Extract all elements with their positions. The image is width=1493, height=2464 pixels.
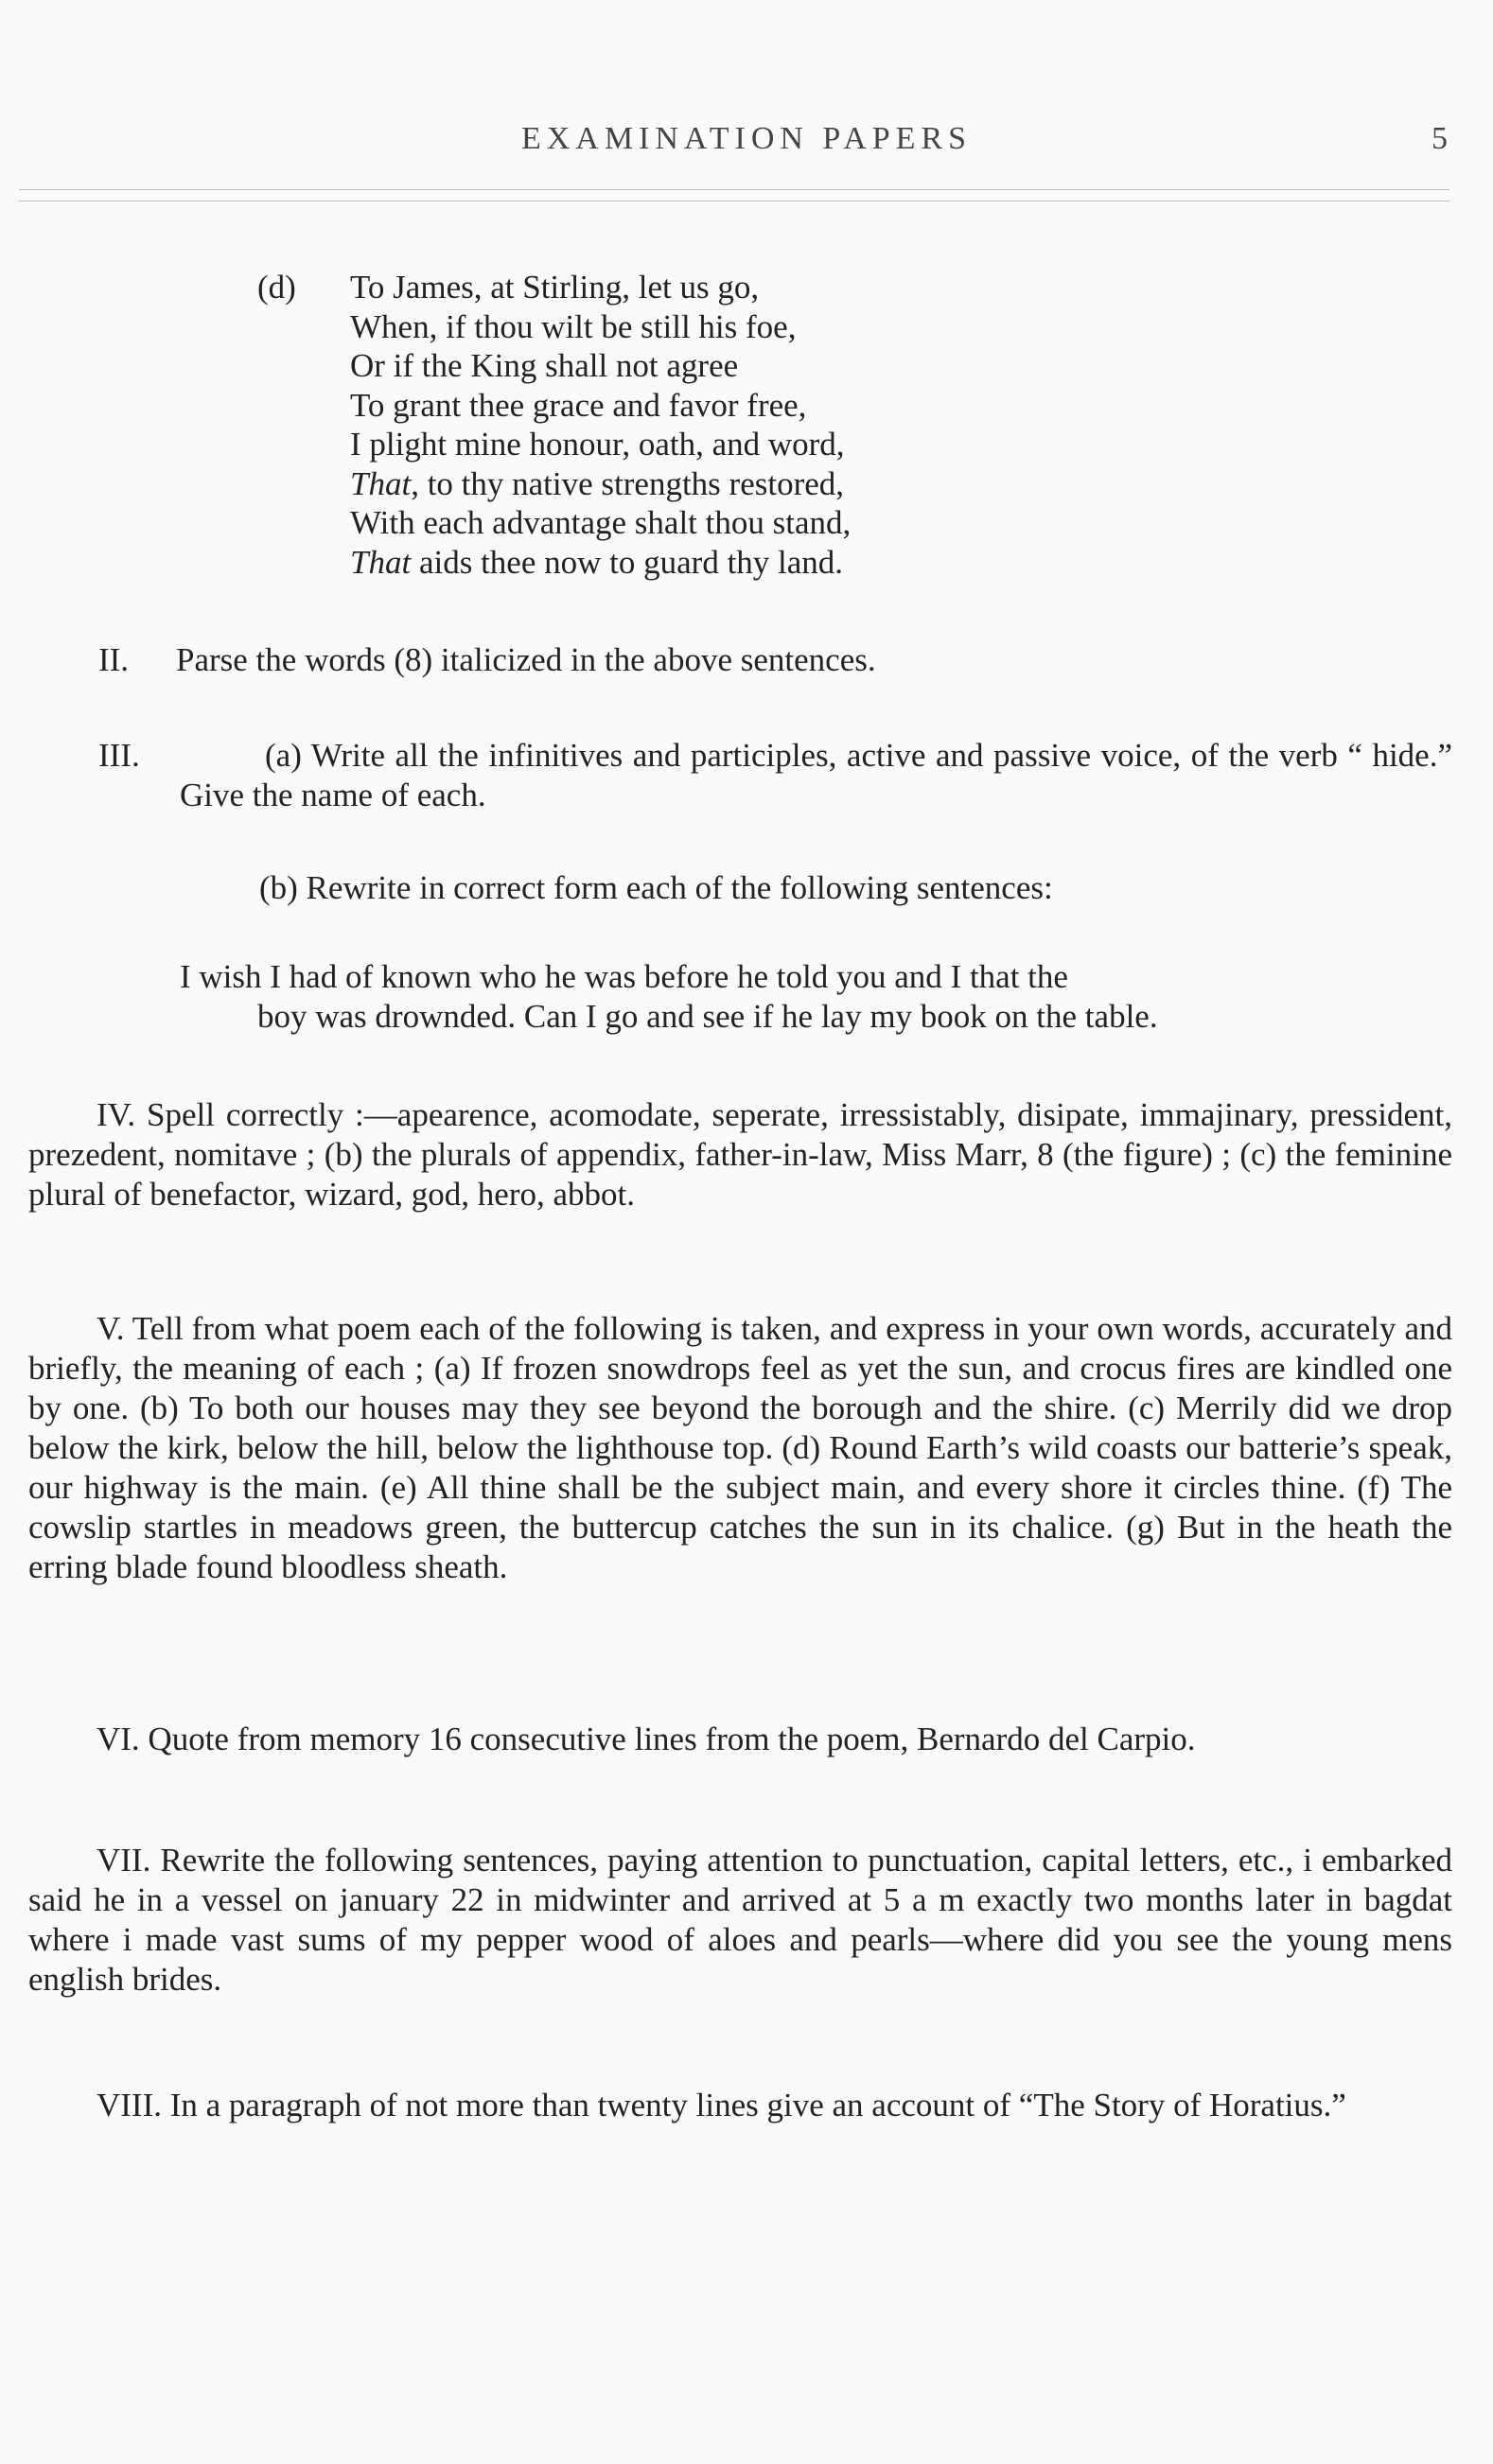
running-head: EXAMINATION PAPERS [520,121,973,156]
question-3-number: III. [98,737,140,774]
poem-label: (d) [257,269,296,306]
poem-line: Or if the King shall not agree [350,347,739,384]
poem-line: To grant thee grace and favor free, [350,386,807,424]
poem-line: That aids thee now to guard thy land. [350,543,844,581]
poem-excerpt-d [257,268,1202,582]
question-2-number: II. [98,641,130,678]
poem-lines [350,268,1202,582]
header-rule-top [19,189,1449,190]
question-4: IV. Spell correctly :—apearence, acomodate, seperate, irressistably, disipate, immajinary, pressident, prezedent, nomitave ; (b) the plurals of appendix, father-in-law, Miss Marr, 8 (the figure) ; (c) the feminine plural of benefactor, wizard, god, hero, abbot. [28,1096,1452,1213]
page-number: 5 [1432,121,1448,156]
question-8: VIII. In a paragraph of not more than twenty lines give an account of “The Story of Horatius.” [97,2087,1346,2123]
question-5: V. Tell from what poem each of the following is taken, and express in your own words, accurately and briefly, the meaning of each ; (a) If frozen snowdrops feel as yet the sun, and crocus fires are kindled one by one. (b) To both our houses may they see beyond the borough and the shire. (c) Merrily did we drop below the kirk, below the hill, below the lighthouse top. (d) Round Earth’s wild coasts our batterie’s speak, our highway is the main. (e) All thine shall be the subject main, and every shore it circles thine. (f) The cowslip startles in meadows green, the buttercup catches the sun in its chalice. (g) But in the heath the erring blade found bloodless sheath. [28,1310,1452,1585]
question-2-text: Parse the words (8) italicized in the above sentences. [176,641,876,678]
poem-line: When, if thou wilt be still his foe, [350,307,797,345]
question-3-part-b: (b) Rewrite in correct form each of the following sentences: [259,869,1053,906]
poem-line: To James, at Stirling, let us go, [350,269,760,306]
poem-line: With each advantage shalt thou stand, [350,504,852,541]
question-6: VI. Quote from memory 16 consecutive lines from the poem, Bernardo del Carpio. [97,1721,1196,1757]
question-3-sentence-line: I wish I had of known who he was before he told you and I that the [180,958,1068,995]
question-7: VII. Rewrite the following sentences, paying attention to punctuation, capital letters, etc., i embarked said he in a vessel on january 22 in midwinter and arrived at 5 a m exactly two months later in bagdat where i made vast sums of my pepper wood of aloes and pearls—where did you see the young mens english brides. [28,1842,1452,1998]
poem-line: That, to thy native strengths restored, [350,464,845,502]
poem-line: I plight mine honour, oath, and word, [350,426,845,463]
question-3-sentences [180,957,1452,1037]
question-3-sentence-line: boy was drownded. Can I go and see if he lay my book on the table. [257,998,1158,1035]
question-3-part-a: (a) Write all the infinitives and participles, active and passive voice, of the verb “ hide.” Give the name of each. [180,737,1452,813]
